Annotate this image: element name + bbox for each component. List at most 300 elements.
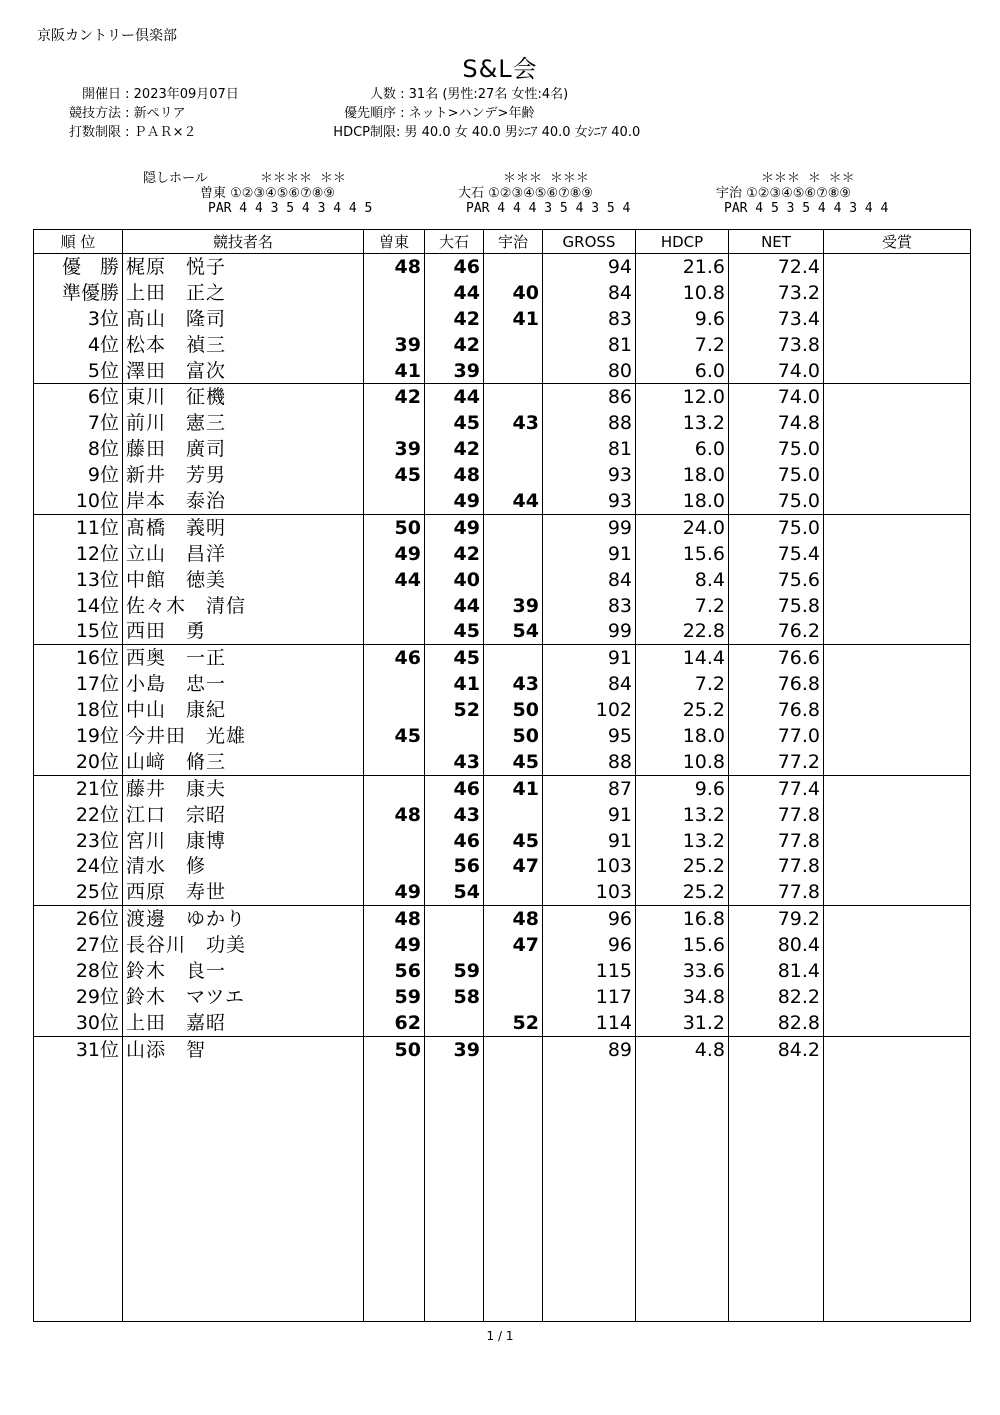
cell-c3 xyxy=(484,541,543,567)
table-row xyxy=(34,410,971,436)
cell-rank: 23位 xyxy=(34,828,123,854)
par-row: PAR 4 5 3 5 4 4 3 4 4 xyxy=(724,201,889,216)
cell-c3 xyxy=(484,332,543,358)
priority-value: ネット>ハンデ>年齢 xyxy=(408,106,535,121)
cell-c2 xyxy=(425,932,484,958)
table-row xyxy=(34,697,971,723)
cell-c1: 48 xyxy=(364,802,425,828)
cell-c1 xyxy=(364,775,425,801)
cell-c2: 44 xyxy=(425,593,484,619)
cell-gross: 83 xyxy=(543,593,636,619)
col-gross: GROSS xyxy=(543,230,636,254)
cell-c3 xyxy=(484,384,543,410)
cell-rank: 26位 xyxy=(34,906,123,932)
cell-name: 西奥 一正 xyxy=(123,645,364,671)
table-row xyxy=(34,775,971,801)
cell-hdcp: 4.8 xyxy=(636,1036,729,1062)
cell-c2: 44 xyxy=(425,384,484,410)
cell-net: 76.8 xyxy=(729,671,824,697)
cell-rank: 6位 xyxy=(34,384,123,410)
cell-net: 74.0 xyxy=(729,384,824,410)
club-name: 京阪カントリー倶楽部 xyxy=(37,28,177,44)
cell-hdcp: 14.4 xyxy=(636,645,729,671)
cell-rank: 24位 xyxy=(34,853,123,879)
cell-c2: 39 xyxy=(425,1036,484,1062)
cell-rank: 31位 xyxy=(34,1036,123,1062)
col-course3: 宇治 xyxy=(484,230,543,254)
cell-c3: 39 xyxy=(484,593,543,619)
cell-name: 今井田 光雄 xyxy=(123,723,364,749)
cell-name: 清水 修 xyxy=(123,853,364,879)
cell-rank: 27位 xyxy=(34,932,123,958)
cell-award xyxy=(824,879,971,905)
cell-hdcp: 18.0 xyxy=(636,723,729,749)
table-row xyxy=(34,1036,971,1062)
limit-label: 打数制限 xyxy=(68,125,121,140)
cell-c2: 58 xyxy=(425,984,484,1010)
cell-hdcp: 24.0 xyxy=(636,514,729,540)
table-row xyxy=(34,802,971,828)
cell-name: 長谷川 功美 xyxy=(123,932,364,958)
table-row xyxy=(34,254,971,280)
cell-hdcp: 16.8 xyxy=(636,906,729,932)
cell-c2: 43 xyxy=(425,749,484,775)
cell-award xyxy=(824,1036,971,1062)
table-row xyxy=(34,358,971,384)
cell-gross: 91 xyxy=(543,541,636,567)
cell-rank: 12位 xyxy=(34,541,123,567)
empty-cell xyxy=(425,1063,484,1322)
cell-net: 76.2 xyxy=(729,618,824,644)
table-empty-area xyxy=(34,1063,971,1322)
table-row xyxy=(34,828,971,854)
cell-c3: 54 xyxy=(484,618,543,644)
cell-c2 xyxy=(425,906,484,932)
count-label: 人数 xyxy=(369,87,396,102)
cell-c2 xyxy=(425,723,484,749)
cell-c3 xyxy=(484,567,543,593)
cell-c2: 43 xyxy=(425,802,484,828)
cell-gross: 93 xyxy=(543,462,636,488)
cell-award xyxy=(824,358,971,384)
cell-rank: 21位 xyxy=(34,775,123,801)
cell-rank: 7位 xyxy=(34,410,123,436)
col-award: 受賞 xyxy=(824,230,971,254)
cell-rank: 17位 xyxy=(34,671,123,697)
cell-award xyxy=(824,853,971,879)
table-row xyxy=(34,541,971,567)
cell-name: 岸本 泰治 xyxy=(123,488,364,514)
cell-name: 江口 宗昭 xyxy=(123,802,364,828)
empty-cell xyxy=(123,1063,364,1322)
empty-cell xyxy=(364,1063,425,1322)
cell-c3 xyxy=(484,645,543,671)
cell-c2 xyxy=(425,1010,484,1036)
cell-hdcp: 12.0 xyxy=(636,384,729,410)
cell-net: 75.0 xyxy=(729,436,824,462)
col-net: NET xyxy=(729,230,824,254)
cell-hdcp: 8.4 xyxy=(636,567,729,593)
cell-name: 上田 嘉昭 xyxy=(123,1010,364,1036)
cell-net: 82.2 xyxy=(729,984,824,1010)
cell-c1 xyxy=(364,671,425,697)
cell-c1 xyxy=(364,410,425,436)
cell-award xyxy=(824,958,971,984)
info-right: 人数 : 31名 (男性:27名 女性:4名) 優先順序 : ネット>ハンデ>年齢 HDCP制限: 男 40.0 女 40.0 男ｼﾆｱ 40.0 女ｼﾆｱ 40.0 xyxy=(300,85,640,142)
cell-c2: 46 xyxy=(425,254,484,280)
cell-gross: 117 xyxy=(543,984,636,1010)
cell-net: 74.0 xyxy=(729,358,824,384)
table-row xyxy=(34,645,971,671)
cell-c3 xyxy=(484,462,543,488)
cell-gross: 96 xyxy=(543,932,636,958)
cell-c1 xyxy=(364,280,425,306)
cell-c1: 39 xyxy=(364,332,425,358)
cell-rank: 30位 xyxy=(34,1010,123,1036)
cell-c1: 45 xyxy=(364,462,425,488)
limit-value: ＰＡＲ×２ xyxy=(133,125,197,140)
cell-c3 xyxy=(484,358,543,384)
priority-label: 優先順序 xyxy=(343,106,396,121)
table-row xyxy=(34,436,971,462)
cell-net: 77.2 xyxy=(729,749,824,775)
cell-c1: 56 xyxy=(364,958,425,984)
cell-gross: 96 xyxy=(543,906,636,932)
cell-net: 75.8 xyxy=(729,593,824,619)
cell-gross: 80 xyxy=(543,358,636,384)
cell-award xyxy=(824,697,971,723)
cell-c1 xyxy=(364,828,425,854)
cell-c2: 46 xyxy=(425,828,484,854)
cell-c2: 46 xyxy=(425,775,484,801)
course-name: 大石 xyxy=(458,186,485,201)
cell-name: 藤井 康夫 xyxy=(123,775,364,801)
cell-hdcp: 10.8 xyxy=(636,749,729,775)
cell-award xyxy=(824,618,971,644)
table-row xyxy=(34,906,971,932)
cell-gross: 114 xyxy=(543,1010,636,1036)
cell-hdcp: 25.2 xyxy=(636,697,729,723)
cell-rank: 10位 xyxy=(34,488,123,514)
cell-award xyxy=(824,645,971,671)
cell-c1: 62 xyxy=(364,1010,425,1036)
table-row xyxy=(34,984,971,1010)
cell-rank: 29位 xyxy=(34,984,123,1010)
cell-c2: 39 xyxy=(425,358,484,384)
cell-hdcp: 7.2 xyxy=(636,593,729,619)
cell-hdcp: 21.6 xyxy=(636,254,729,280)
cell-c2: 44 xyxy=(425,280,484,306)
hidden-stars: ＊＊＊ ＊＊＊ xyxy=(503,171,589,186)
col-course1: 曽東 xyxy=(364,230,425,254)
cell-c2: 42 xyxy=(425,332,484,358)
method-value: 新ペリア xyxy=(133,106,186,121)
cell-c3: 45 xyxy=(484,749,543,775)
cell-c1: 44 xyxy=(364,567,425,593)
cell-c3: 47 xyxy=(484,853,543,879)
cell-name: 鈴木 良一 xyxy=(123,958,364,984)
cell-hdcp: 18.0 xyxy=(636,462,729,488)
table-row xyxy=(34,280,971,306)
cell-c2: 42 xyxy=(425,306,484,332)
cell-gross: 81 xyxy=(543,332,636,358)
table-row xyxy=(34,723,971,749)
table-header-row xyxy=(34,230,971,254)
cell-c1 xyxy=(364,488,425,514)
table-row xyxy=(34,749,971,775)
cell-c1 xyxy=(364,306,425,332)
cell-c3 xyxy=(484,1036,543,1062)
cell-c3: 40 xyxy=(484,280,543,306)
cell-net: 77.4 xyxy=(729,775,824,801)
cell-award xyxy=(824,306,971,332)
cell-c1: 50 xyxy=(364,1036,425,1062)
cell-net: 75.0 xyxy=(729,514,824,540)
hidden-course-1 xyxy=(200,171,372,216)
cell-gross: 89 xyxy=(543,1036,636,1062)
cell-award xyxy=(824,671,971,697)
cell-c1: 48 xyxy=(364,254,425,280)
cell-hdcp: 6.0 xyxy=(636,358,729,384)
cell-award xyxy=(824,280,971,306)
hidden-course-2 xyxy=(458,171,630,216)
cell-c2: 45 xyxy=(425,618,484,644)
cell-hdcp: 18.0 xyxy=(636,488,729,514)
cell-net: 75.0 xyxy=(729,462,824,488)
cell-c3: 47 xyxy=(484,932,543,958)
cell-rank: 14位 xyxy=(34,593,123,619)
date-value: 2023年09月07日 xyxy=(133,87,239,102)
cell-gross: 84 xyxy=(543,280,636,306)
cell-rank: 25位 xyxy=(34,879,123,905)
cell-net: 74.8 xyxy=(729,410,824,436)
cell-gross: 99 xyxy=(543,514,636,540)
cell-award xyxy=(824,410,971,436)
cell-net: 84.2 xyxy=(729,1036,824,1062)
cell-gross: 87 xyxy=(543,775,636,801)
cell-net: 77.8 xyxy=(729,828,824,854)
cell-name: 渡邊 ゆかり xyxy=(123,906,364,932)
cell-c1: 39 xyxy=(364,436,425,462)
cell-c2: 41 xyxy=(425,671,484,697)
cell-name: 立山 昌洋 xyxy=(123,541,364,567)
empty-cell xyxy=(34,1063,123,1322)
table-row xyxy=(34,593,971,619)
cell-name: 中山 康紀 xyxy=(123,697,364,723)
cell-name: 髙橋 義明 xyxy=(123,514,364,540)
cell-gross: 84 xyxy=(543,671,636,697)
empty-cell xyxy=(484,1063,543,1322)
cell-c2: 45 xyxy=(425,645,484,671)
table-row xyxy=(34,384,971,410)
cell-c1: 49 xyxy=(364,932,425,958)
cell-name: 梶原 悦子 xyxy=(123,254,364,280)
cell-hdcp: 9.6 xyxy=(636,775,729,801)
cell-award xyxy=(824,593,971,619)
page-title: S&L会 xyxy=(462,55,538,83)
table-row xyxy=(34,462,971,488)
cell-award xyxy=(824,1010,971,1036)
cell-c2: 40 xyxy=(425,567,484,593)
cell-net: 82.8 xyxy=(729,1010,824,1036)
cell-award xyxy=(824,932,971,958)
cell-net: 73.8 xyxy=(729,332,824,358)
cell-hdcp: 15.6 xyxy=(636,932,729,958)
cell-award xyxy=(824,541,971,567)
hole-numbers: ①②③④⑤⑥⑦⑧⑨ xyxy=(746,186,852,201)
cell-c1 xyxy=(364,593,425,619)
cell-net: 77.8 xyxy=(729,853,824,879)
cell-c2: 54 xyxy=(425,879,484,905)
cell-hdcp: 13.2 xyxy=(636,828,729,854)
table-row xyxy=(34,932,971,958)
cell-hdcp: 25.2 xyxy=(636,853,729,879)
cell-hdcp: 15.6 xyxy=(636,541,729,567)
hidden-holes-label: 隠しホール xyxy=(143,171,208,186)
cell-c3: 43 xyxy=(484,410,543,436)
cell-award xyxy=(824,802,971,828)
table-row xyxy=(34,879,971,905)
cell-c3: 45 xyxy=(484,828,543,854)
cell-c1: 46 xyxy=(364,645,425,671)
cell-gross: 81 xyxy=(543,436,636,462)
cell-award xyxy=(824,488,971,514)
cell-net: 75.4 xyxy=(729,541,824,567)
col-hdcp: HDCP xyxy=(636,230,729,254)
cell-name: 西田 勇 xyxy=(123,618,364,644)
cell-rank: 準優勝 xyxy=(34,280,123,306)
cell-c1 xyxy=(364,749,425,775)
cell-c2: 49 xyxy=(425,514,484,540)
table-row xyxy=(34,853,971,879)
cell-award xyxy=(824,775,971,801)
cell-hdcp: 7.2 xyxy=(636,332,729,358)
cell-rank: 13位 xyxy=(34,567,123,593)
cell-c3: 44 xyxy=(484,488,543,514)
cell-c3: 41 xyxy=(484,775,543,801)
cell-c2: 48 xyxy=(425,462,484,488)
cell-hdcp: 7.2 xyxy=(636,671,729,697)
cell-c1 xyxy=(364,697,425,723)
cell-net: 76.6 xyxy=(729,645,824,671)
cell-gross: 93 xyxy=(543,488,636,514)
cell-c3 xyxy=(484,984,543,1010)
cell-gross: 95 xyxy=(543,723,636,749)
cell-gross: 91 xyxy=(543,645,636,671)
cell-name: 藤田 廣司 xyxy=(123,436,364,462)
cell-award xyxy=(824,984,971,1010)
results-table xyxy=(33,229,971,1322)
cell-name: 宮川 康博 xyxy=(123,828,364,854)
cell-c1: 50 xyxy=(364,514,425,540)
cell-award xyxy=(824,462,971,488)
cell-gross: 103 xyxy=(543,879,636,905)
cell-c3 xyxy=(484,802,543,828)
cell-rank: 4位 xyxy=(34,332,123,358)
cell-award xyxy=(824,254,971,280)
cell-award xyxy=(824,567,971,593)
cell-c3: 52 xyxy=(484,1010,543,1036)
hdcp-limit-label: HDCP制限 xyxy=(333,125,396,140)
cell-net: 80.4 xyxy=(729,932,824,958)
cell-award xyxy=(824,828,971,854)
cell-hdcp: 33.6 xyxy=(636,958,729,984)
empty-cell xyxy=(636,1063,729,1322)
cell-award xyxy=(824,906,971,932)
par-row: PAR 4 4 3 5 4 3 4 4 5 xyxy=(208,201,373,216)
cell-award xyxy=(824,332,971,358)
cell-c3: 50 xyxy=(484,697,543,723)
page-number: 1 / 1 xyxy=(486,1329,514,1343)
cell-gross: 83 xyxy=(543,306,636,332)
cell-gross: 94 xyxy=(543,254,636,280)
cell-gross: 88 xyxy=(543,749,636,775)
date-label: 開催日 xyxy=(81,87,121,102)
cell-gross: 91 xyxy=(543,828,636,854)
hidden-course-3 xyxy=(716,171,888,216)
cell-c3 xyxy=(484,514,543,540)
cell-rank: 優 勝 xyxy=(34,254,123,280)
cell-hdcp: 34.8 xyxy=(636,984,729,1010)
cell-net: 72.4 xyxy=(729,254,824,280)
empty-cell xyxy=(729,1063,824,1322)
cell-hdcp: 9.6 xyxy=(636,306,729,332)
cell-rank: 8位 xyxy=(34,436,123,462)
cell-rank: 11位 xyxy=(34,514,123,540)
cell-name: 西原 寿世 xyxy=(123,879,364,905)
cell-rank: 9位 xyxy=(34,462,123,488)
cell-gross: 88 xyxy=(543,410,636,436)
hole-numbers: ①②③④⑤⑥⑦⑧⑨ xyxy=(488,186,594,201)
col-rank: 順 位 xyxy=(34,230,123,254)
cell-name: 前川 憲三 xyxy=(123,410,364,436)
col-course2: 大石 xyxy=(425,230,484,254)
cell-rank: 22位 xyxy=(34,802,123,828)
cell-name: 小島 忠一 xyxy=(123,671,364,697)
cell-c2: 59 xyxy=(425,958,484,984)
cell-c1 xyxy=(364,618,425,644)
cell-c2: 45 xyxy=(425,410,484,436)
table-row xyxy=(34,1010,971,1036)
cell-rank: 15位 xyxy=(34,618,123,644)
empty-cell xyxy=(824,1063,971,1322)
cell-name: 松本 禎三 xyxy=(123,332,364,358)
cell-c2: 52 xyxy=(425,697,484,723)
cell-c1: 42 xyxy=(364,384,425,410)
cell-hdcp: 31.2 xyxy=(636,1010,729,1036)
cell-name: 上田 正之 xyxy=(123,280,364,306)
cell-hdcp: 10.8 xyxy=(636,280,729,306)
table-row xyxy=(34,514,971,540)
table-row xyxy=(34,488,971,514)
par-row: PAR 4 4 4 3 5 4 3 5 4 xyxy=(466,201,631,216)
cell-hdcp: 22.8 xyxy=(636,618,729,644)
cell-c1: 59 xyxy=(364,984,425,1010)
cell-c1 xyxy=(364,853,425,879)
cell-net: 79.2 xyxy=(729,906,824,932)
cell-gross: 86 xyxy=(543,384,636,410)
cell-net: 81.4 xyxy=(729,958,824,984)
cell-c1: 41 xyxy=(364,358,425,384)
cell-gross: 115 xyxy=(543,958,636,984)
cell-award xyxy=(824,723,971,749)
table-row xyxy=(34,618,971,644)
empty-cell xyxy=(543,1063,636,1322)
cell-net: 76.8 xyxy=(729,697,824,723)
cell-c2: 56 xyxy=(425,853,484,879)
table-row xyxy=(34,332,971,358)
cell-net: 75.6 xyxy=(729,567,824,593)
